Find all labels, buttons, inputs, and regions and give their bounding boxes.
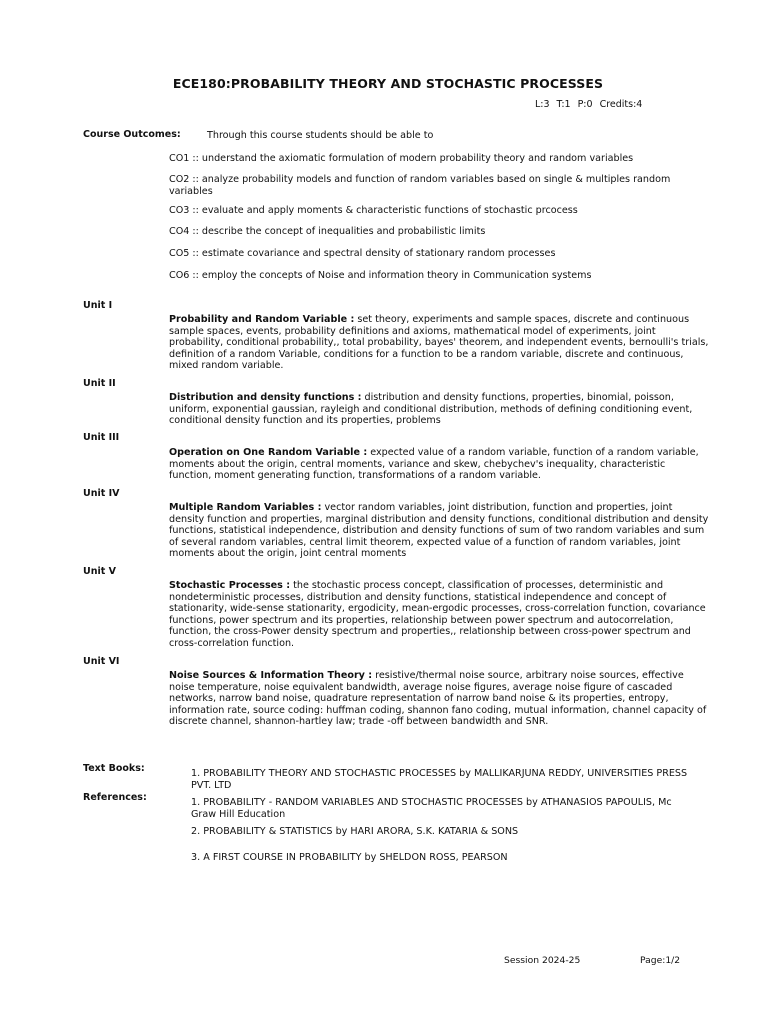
course-outcome-5: CO5 :: estimate covariance and spectral density of stationary random processes [169,248,556,259]
unit-content [169,314,709,372]
unit-heading: Stochastic Processes : [169,580,291,591]
unit-heading: Probability and Random Variable : [169,314,355,325]
unit-text: set theory, experiments and sample spaces, discrete and continuous sample spaces, events, probability definitions and axioms, mathematical model of experiments, joint probability, conditional probability,, total probability, bayes' theorem, and independent events, bernoulli's trials, definition of a random Variable, conditions for a function to be a random variable, discrete and continuous, mixed random variable. [169,314,709,372]
unit-label: Unit I [83,300,113,311]
unit-text: resistive/thermal noise source, arbitrary noise sources, effective noise temperature, noise equivalent bandwidth, average noise figures, average noise figure of cascaded networks, narrow band noise, quadrature representation of narrow band noise & its properties, entropy, information rate, source coding: huffman coding, shannon fano coding, mutual information, channel capacity of discrete channel, shannon-hartley law; trade -off between bandwidth and SNR. [169,670,707,728]
course-outcome-2: CO2 :: analyze probability models and function of random variables based on single & multiples random variables [169,174,671,197]
unit-content [169,580,709,650]
credits-line: L:3 T:1 P:0 Credits:4 [535,99,643,110]
unit-label: Unit II [83,378,116,389]
page-title: ECE180:PROBABILITY THEORY AND STOCHASTIC PROCESSES [172,76,604,91]
unit-heading: Distribution and density functions : [169,392,362,403]
unit-content [169,670,709,728]
unit-content [169,502,709,560]
unit-heading: Multiple Random Variables : [169,502,322,513]
unit-content [169,392,709,427]
unit-text: distribution and density functions, properties, binomial, poisson, uniform, exponential gaussian, rayleigh and conditional distribution, methods of defining conditioning event, conditional density function and its properties, problems [169,392,693,427]
text-books-label: Text Books: [83,763,145,774]
session-label: Session 2024-25 [504,955,581,966]
unit-heading: Noise Sources & Information Theory : [169,670,373,681]
reference-item: 3. A FIRST COURSE IN PROBABILITY by SHELDON ROSS, PEARSON [191,852,508,863]
unit-label: Unit V [83,566,116,577]
course-outcomes-intro: Through this course students should be able to [207,130,434,141]
unit-label: Unit III [83,432,120,443]
unit-text: the stochastic process concept, classification of processes, deterministic and nondeterministic processes, distribution and density functions, statistical independence and concept of stationarity, wide-sense stationarity, ergodicity, mean-ergodic processes, cross-correlation function, covariance functions, power spectrum and its properties, relationship between power spectrum and autocorrelation, function, the cross-Power density spectrum and properties,, relationship between cross-power spectrum and cross-correlation function. [169,580,706,649]
unit-content [169,447,709,482]
course-outcome-4: CO4 :: describe the concept of inequalities and probabilistic limits [169,226,486,237]
unit-heading: Operation on One Random Variable : [169,447,368,458]
unit-text: vector random variables, joint distribution, function and properties, joint density function and properties, marginal distribution and density functions, conditional distribution and density functions, statistical independence, distribution and density functions of sum of two random variables and sum of several random variables, central limit theorem, expected value of a function of random variables, joint moments about the origin, joint central moments [169,502,709,560]
reference-item: 1. PROBABILITY - RANDOM VARIABLES AND STOCHASTIC PROCESSES by ATHANASIOS PAPOULIS, Mc Graw Hill Education [191,797,672,820]
unit-text: expected value of a random variable, function of a random variable, moments about the origin, central moments, variance and skew, chebychev's inequality, characteristic function, moment generating function, transformations of a random variable. [169,447,699,482]
reference-item: 2. PROBABILITY & STATISTICS by HARI ARORA, S.K. KATARIA & SONS [191,826,519,837]
unit-label: Unit IV [83,488,120,499]
page-number: Page:1/2 [640,955,681,966]
course-outcome-6: CO6 :: employ the concepts of Noise and information theory in Communication systems [169,270,592,281]
course-outcome-3: CO3 :: evaluate and apply moments & characteristic functions of stochastic prcocess [169,205,578,216]
text-book-item: 1. PROBABILITY THEORY AND STOCHASTIC PROCESSES by MALLIKARJUNA REDDY, UNIVERSITIES PRESS PVT. LTD [191,768,688,791]
course-outcomes-label: Course Outcomes: [83,129,181,140]
unit-label: Unit VI [83,656,120,667]
references-label: References: [83,792,147,803]
course-outcome-1: CO1 :: understand the axiomatic formulation of modern probability theory and random variables [169,153,634,164]
